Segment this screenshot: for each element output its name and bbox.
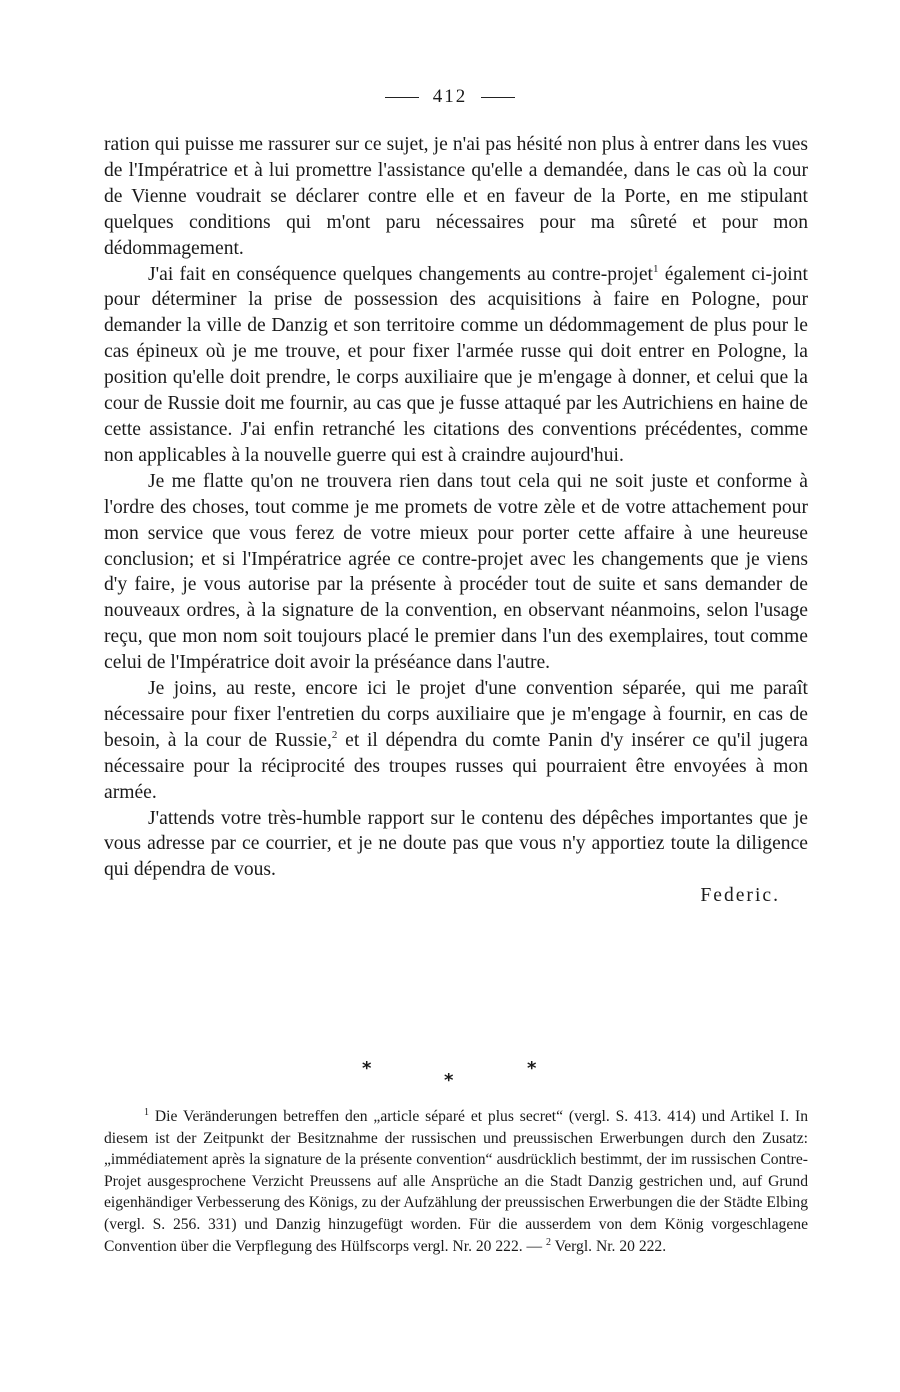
paragraph-2 — [104, 262, 808, 469]
letter-body — [104, 132, 808, 909]
paragraph-4-text-b: et il dépendra du comte Panin d'y insérer ce qu'il jugera nécessaire pour la réciprocité des troupes russes qui pourraient être envoyées à mon armée. — [104, 729, 808, 803]
page-number: 412 — [432, 86, 468, 107]
asterisk-icon: * — [527, 1058, 537, 1079]
page-header — [0, 86, 900, 108]
footnote-2-text: Vergl. Nr. 20 222. — [551, 1237, 667, 1255]
footnote-reference-2: 2 — [331, 728, 338, 741]
footnote-2-mark: 2 — [546, 1236, 552, 1248]
paragraph-4 — [104, 676, 808, 806]
footnotes — [104, 1106, 808, 1257]
asterisk-icon: * — [362, 1058, 372, 1079]
header-rule-right — [481, 97, 515, 98]
footnote-1-text: Die Veränderungen betreffen den „article séparé et plus secret“ (vergl. S. 413. 414) und Artikel I. In diesem ist der Zeitpunkt der Besitznahme der russischen und preussischen Erwerbungen durch den Zusatz: „immédiatement après la signature de la présente convention“ ausdrücklich bestimmt, der im russischen Contre-Projet ausgesprochene Verzicht Preussens auf alle Ansprüche an die Stadt Danzig gestrichen und, auf Grund eigenhändiger Verbesserung des Königs, zu der Aufzählung der preussischen Erwerbungen die der Städte Elbing (vergl. S. 256. 331) und Danzig hinzugefügt worden. Für die ausserdem von dem König vorgeschlagene Convention über die Verpflegung des Hülfscorps vergl. Nr. 20 222. — — [104, 1108, 808, 1255]
paragraph-3: Je me flatte qu'on ne trouvera rien dans tout cela qui ne soit juste et conforme à l'ordre des choses, tout comme je me promets de votre zèle et de votre attachement pour mon service que vous ferez de votre mieux pour porter cette affaire à une heureuse conclusion; et si l'Impératrice agrée ce contre-projet avec les changements que je viens d'y faire, je vous autorise par la présente à procéder tout de suite et sans demander de nouveaux ordres, à la signature de la convention, en observant néanmoins, selon l'usage reçu, que mon nom soit toujours placé le premier dans l'un des exemplaires, tout comme celui de l'Impératrice doit avoir la préséance dans l'autre. — [104, 470, 808, 674]
paragraph-1: ration qui puisse me rassurer sur ce sujet, je n'ai pas hésité non plus à entrer dans les vues de l'Impératrice et à lui promettre l'assistance qu'elle a demandée, dans le cas où la cour de Vienne voudrait se déclarer contre elle et en faveur de la Porte, en me stipulant quelques conditions qui m'ont paru nécessaires pour ma sûreté et pour mon dédommagement. — [104, 134, 808, 259]
asterisk-icon: * — [444, 1070, 454, 1091]
footnote-reference-1: 1 — [653, 262, 659, 275]
paragraph-4-text-a: Je joins, au reste, encore ici le projet d'une convention séparée, qui me paraît nécessaire pour fixer l'entretien du corps auxiliaire que je m'engage à fournir, en cas de besoin, à la cour de Russie, — [104, 678, 808, 751]
paragraph-5: J'attends votre très-humble rapport sur le contenu des dépêches importantes que je vous adresse par ce courrier, et je ne doute pas que vous n'y apportiez toute la diligence qui dépendra de vous. — [104, 807, 808, 881]
paragraph-2-text-b: également ci-joint pour déterminer la prise de possession des acquisitions à faire en Pologne, pour demander la ville de Danzig et son territoire comme un dédommagement de plus pour le cas épineux où je me trouve, et pour fixer l'armée russe qui doit entrer en Pologne, la position qu'elle doit prendre, le corps auxiliaire que je m'engage à donner, et celui que la cour de Russie doit me fournir, au cas que je fusse attaqué par les Autrichiens en haine de cette assistance. J'ai enfin retranché les citations des conventions précédentes, comme non applicables à la nouvelle guerre qui est à craindre aujourd'hui. — [104, 263, 808, 466]
header-rule-left — [385, 97, 419, 98]
footnote-1-mark: 1 — [144, 1107, 149, 1118]
footnote-1 — [104, 1106, 808, 1257]
paragraph-2-text-a: J'ai fait en conséquence quelques changements au contre-projet — [148, 263, 653, 285]
section-separator — [0, 1058, 900, 1098]
signature: Federic. — [700, 885, 780, 907]
